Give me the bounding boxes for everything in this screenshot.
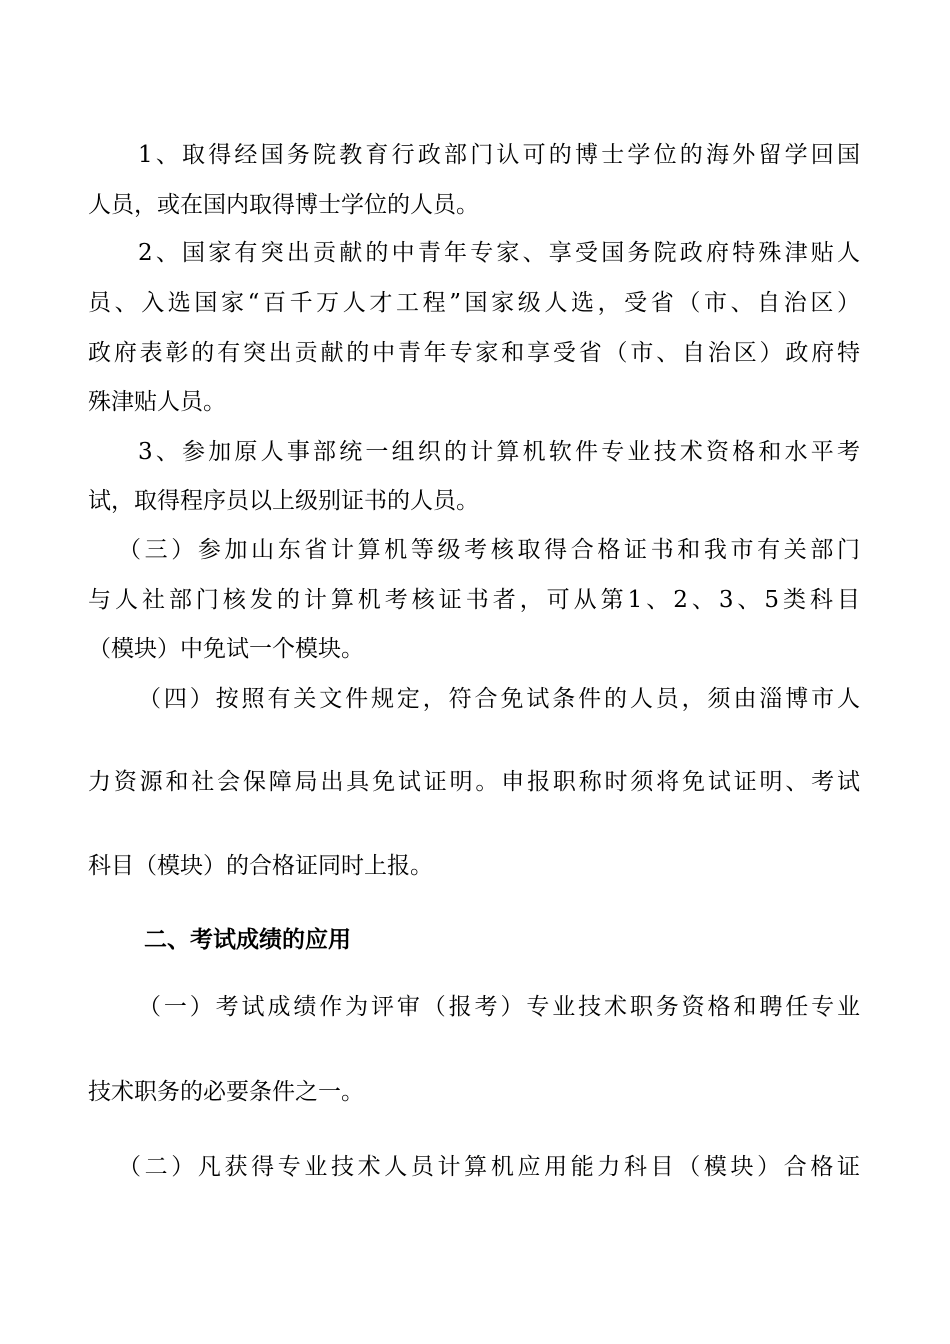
text-line: 科目（模块）的合格证同时上报。	[88, 853, 433, 879]
text-line: 试，取得程序员以上级别证书的人员。	[88, 488, 479, 514]
text-line: 3、参加原人事部统一组织的计算机软件专业技术资格和水平考	[138, 439, 860, 465]
text-line: （二）凡获得专业技术人员计算机应用能力科目（模块）合格证	[118, 1154, 860, 1180]
text-line: 政府表彰的有突出贡献的中青年专家和享受省（市、自治区）政府特	[88, 340, 860, 366]
text-line: 殊津贴人员。	[88, 389, 226, 415]
text-line: 力资源和社会保障局出具免试证明。申报职称时须将免试证明、考试	[88, 769, 860, 795]
text-line: 技术职务的必要条件之一。	[88, 1079, 364, 1105]
text-line: （模块）中免试一个模块。	[88, 636, 364, 662]
text-line: （四）按照有关文件规定，符合免试条件的人员，须由淄博市人	[138, 686, 860, 712]
text-line: （三）参加山东省计算机等级考核取得合格证书和我市有关部门	[118, 537, 860, 563]
section-heading: 二、考试成绩的应用	[144, 926, 351, 953]
text-line: 人员，或在国内取得博士学位的人员。	[88, 192, 479, 218]
text-line: 员、入选国家“百千万人才工程”国家级人选，受省（市、自治区）	[88, 290, 860, 316]
text-line: （一）考试成绩作为评审（报考）专业技术职务资格和聘任专业	[138, 994, 860, 1020]
text-line: 与人社部门核发的计算机考核证书者，可从第1、2、3、5类科目	[88, 587, 860, 613]
text-line: 2、国家有突出贡献的中青年专家、享受国务院政府特殊津贴人	[138, 240, 860, 266]
text-line: 1、取得经国务院教育行政部门认可的博士学位的海外留学回国	[138, 142, 860, 168]
